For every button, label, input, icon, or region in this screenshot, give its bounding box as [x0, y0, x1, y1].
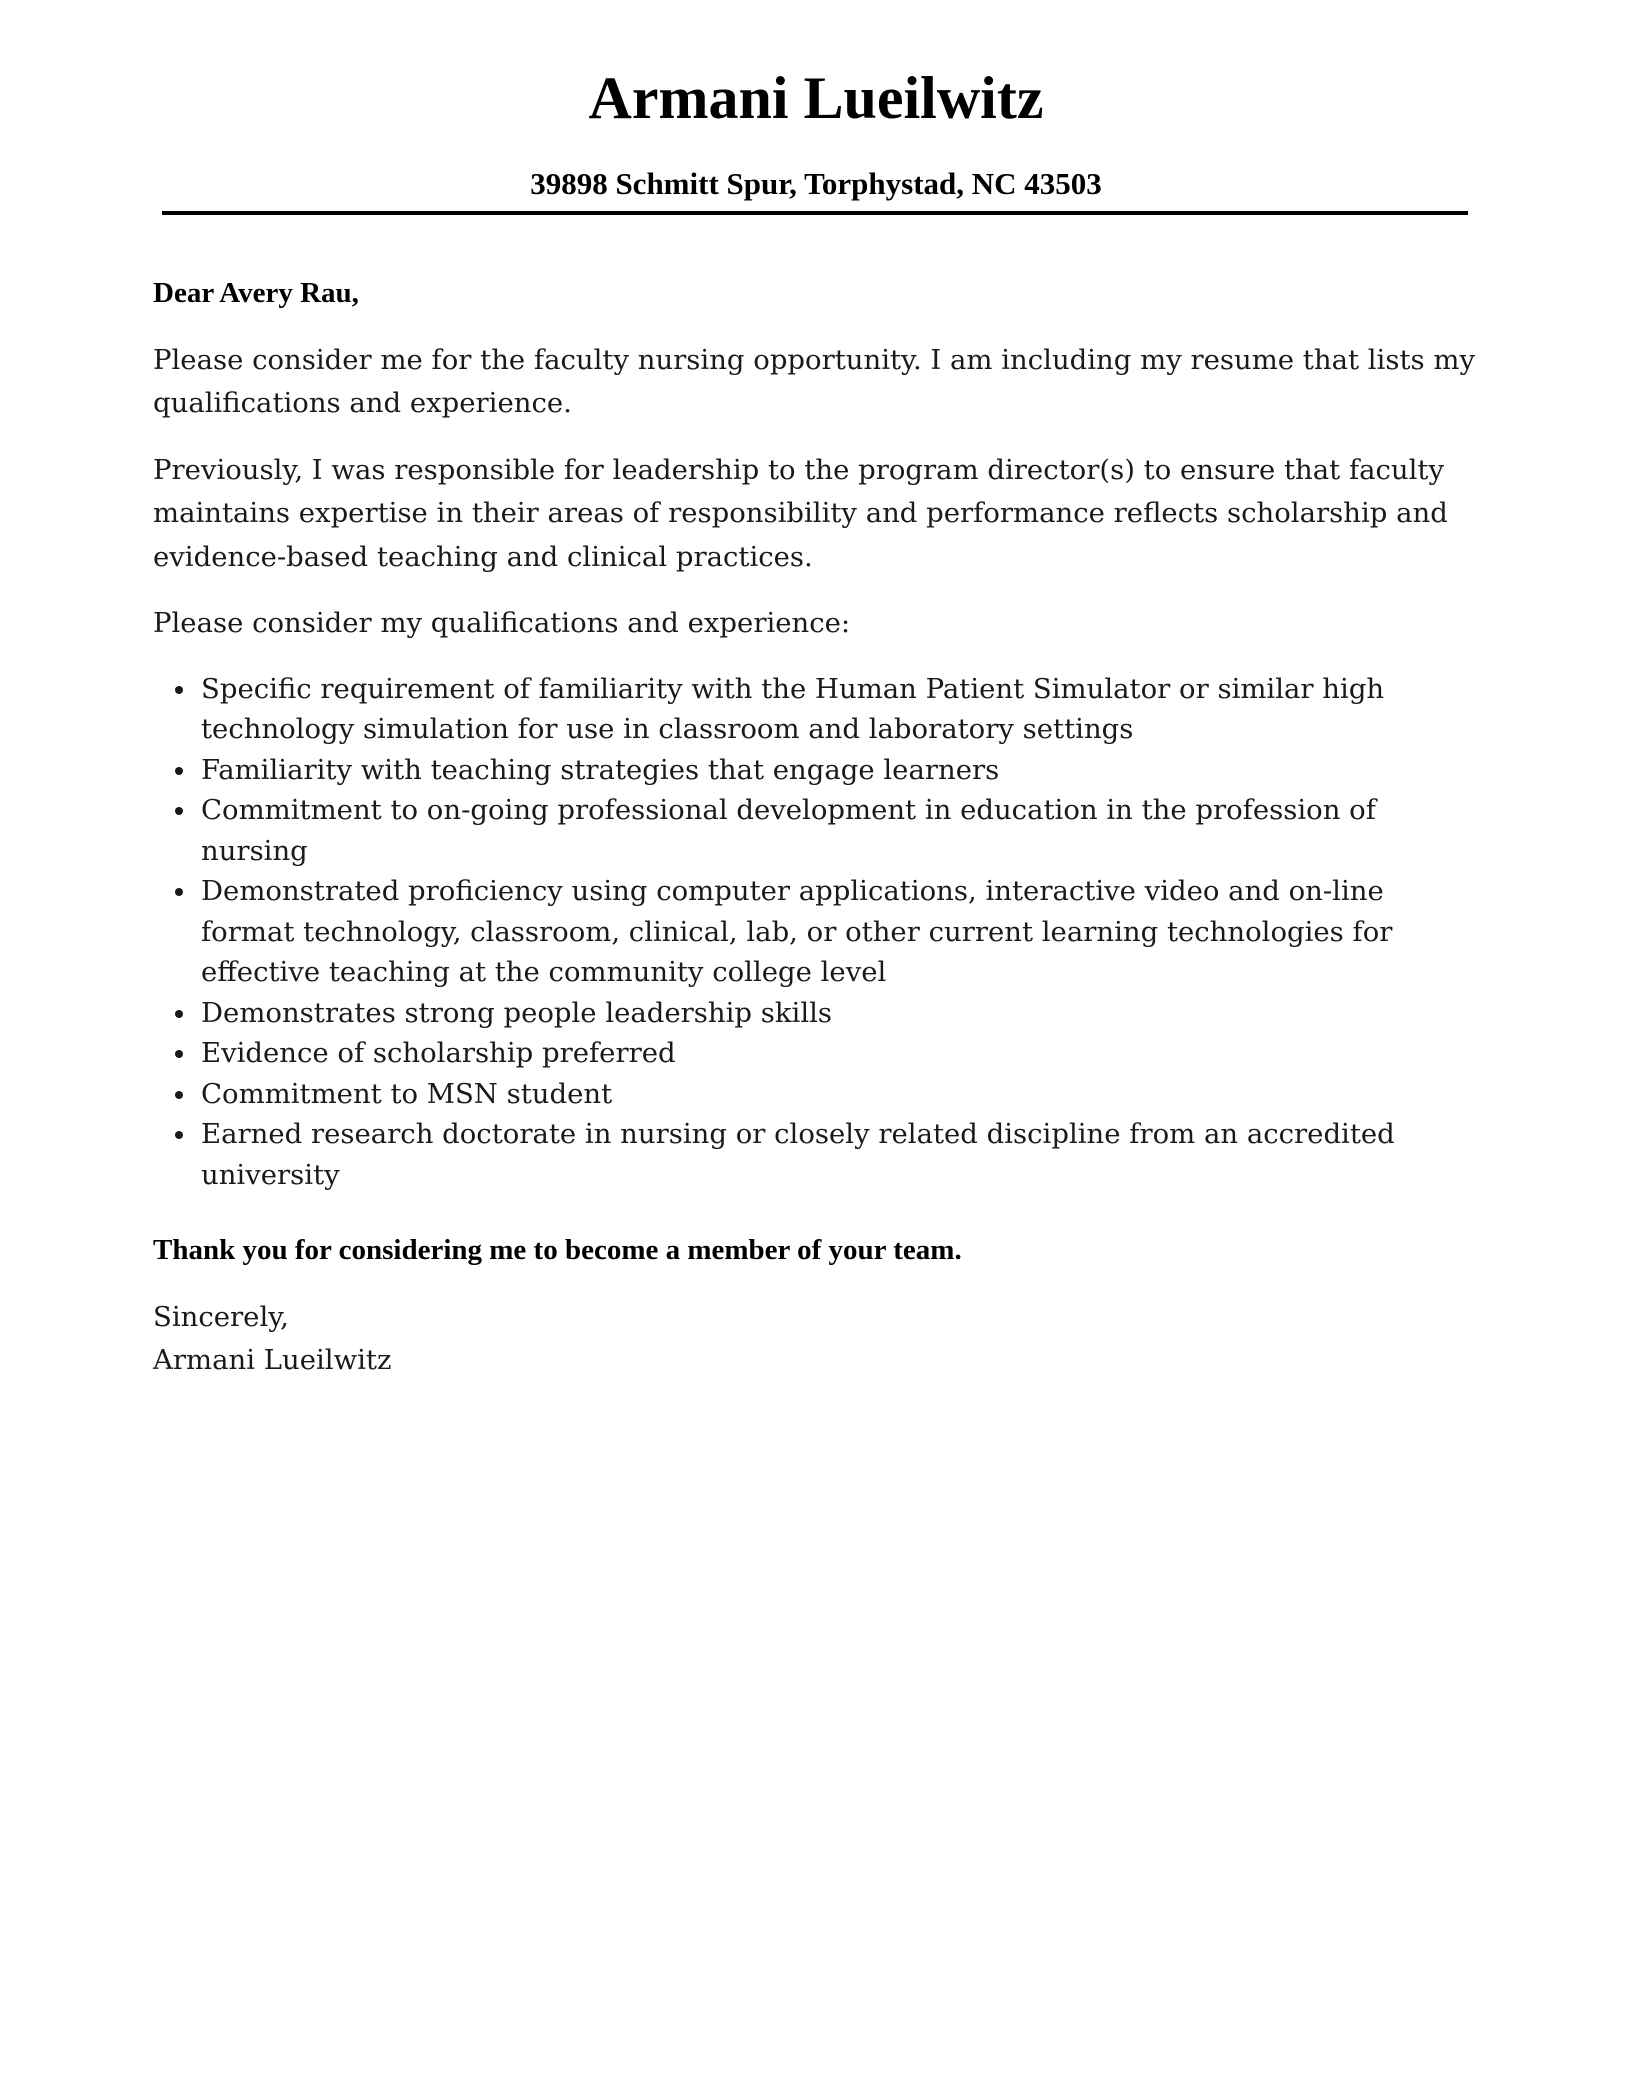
- signature: Armani Lueilwitz: [153, 1344, 392, 1376]
- signoff: Sincerely,: [153, 1300, 289, 1333]
- salutation: Dear Avery Rau,: [153, 277, 359, 309]
- qualification-text: Commitment to on-going professional development in education in the profession of nursing: [201, 794, 1376, 867]
- list-item: [153, 993, 1483, 1034]
- qualifications-lead-in: Please consider my qualifications and experience:: [153, 607, 851, 639]
- qualification-text: Demonstrated proficiency using computer applications, interactive video and on-line format technology, classroom, clinical, lab, or other current learning technologies for effective teaching at the community college level: [201, 875, 1393, 988]
- qualification-text: Familiarity with teaching strategies that engage learners: [201, 753, 1000, 786]
- qualification-text: Demonstrates strong people leadership skills: [201, 996, 833, 1029]
- bullet-icon: [175, 1010, 183, 1018]
- bullet-icon: [175, 888, 183, 896]
- qualification-text: Earned research doctorate in nursing or closely related discipline from an accredited university: [201, 1118, 1395, 1191]
- bullet-icon: [175, 807, 183, 815]
- qualifications-list: [153, 669, 1483, 1196]
- qualification-text: Commitment to MSN student: [201, 1077, 613, 1110]
- list-item: [153, 790, 1483, 871]
- qualification-text: Specific requirement of familiarity with the Human Patient Simulator or similar high technology simulation for use in classroom and laboratory settings: [201, 672, 1385, 745]
- bullet-icon: [175, 1091, 183, 1099]
- list-item: [153, 750, 1483, 791]
- list-item: [153, 1033, 1483, 1074]
- bullet-icon: [175, 767, 183, 775]
- bullet-icon: [175, 686, 183, 694]
- list-item: [153, 1074, 1483, 1115]
- list-item: [153, 871, 1483, 993]
- qualification-text: Evidence of scholarship preferred: [201, 1037, 676, 1069]
- closing-statement: Thank you for considering me to become a member of your team.: [153, 1234, 962, 1266]
- bullet-icon: [175, 1050, 183, 1058]
- signoff-block: [153, 1296, 1483, 1383]
- intro-paragraph: Please consider me for the faculty nursing opportunity. I am including my resume that lists my qualifications and experience.: [153, 343, 1475, 419]
- bullet-icon: [175, 1131, 183, 1139]
- sender-address: 39898 Schmitt Spur, Torphystad, NC 43503: [530, 166, 1102, 201]
- list-item: [153, 1114, 1483, 1195]
- letter-body: [153, 272, 1483, 1383]
- sender-name: Armani Lueilwitz: [588, 65, 1044, 131]
- header-divider: [162, 211, 1468, 215]
- experience-paragraph: Previously, I was responsible for leadership to the program director(s) to ensure that faculty maintains expertise in their areas of responsibility and performance reflects scholarship and evidence-based teaching and clinical practices.: [153, 453, 1448, 573]
- list-item: [153, 669, 1483, 750]
